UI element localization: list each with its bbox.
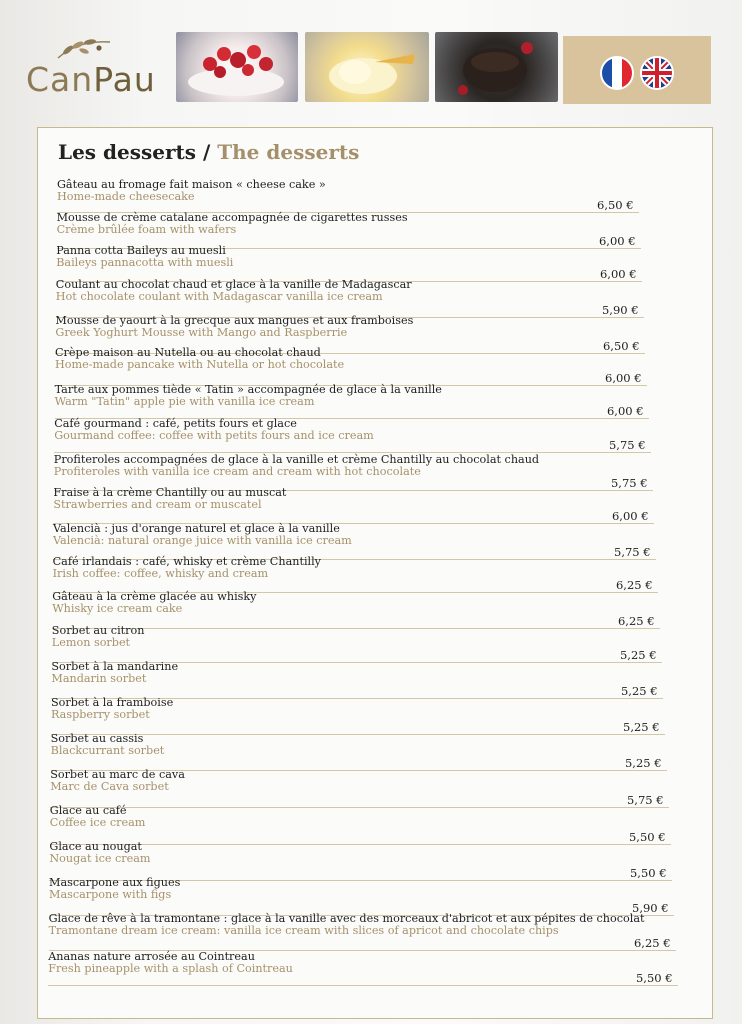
- dessert-name-fr: Gâteau à la crème glacée au whisky: [52, 590, 257, 603]
- dessert-price: 6,00 €: [599, 267, 637, 281]
- dessert-item: [49, 840, 699, 880]
- dessert-price: 6,00 €: [611, 509, 649, 523]
- dessert-price: 6,50 €: [597, 198, 634, 212]
- dessert-item: [48, 912, 699, 950]
- dessert-name-fr: Profiteroles accompagnées de glace à la vanille et crème Chantilly au chocolat chaud: [53, 453, 540, 466]
- dessert-item: [48, 950, 698, 985]
- ice-cream-photo: [305, 32, 429, 102]
- dessert-name-fr: Sorbet au citron: [51, 624, 145, 637]
- dessert-name-en: Valencià: natural orange juice with vanilla ice cream: [53, 534, 352, 547]
- olive-branch-icon: [54, 36, 114, 62]
- dessert-name-fr: Tarte aux pommes tiède « Tatin » accompagnée de glace à la vanille: [54, 383, 442, 396]
- section-title: Les desserts / The desserts: [58, 140, 360, 164]
- dessert-name-en: Marc de Cava sorbet: [50, 780, 169, 793]
- dessert-name-fr: Café gourmand : café, petits fours et glace: [54, 417, 297, 430]
- dessert-name-en: Greek Yoghurt Mousse with Mango and Raspberrie: [55, 326, 348, 339]
- dessert-item: [51, 624, 702, 662]
- dessert-price: 5,90 €: [601, 303, 639, 317]
- dessert-name-fr: Sorbet au cassis: [50, 732, 144, 745]
- dessert-item: [56, 244, 706, 281]
- dessert-name-en: Irish coffee: coffee, whisky and cream: [52, 567, 269, 580]
- french-flag-icon[interactable]: [600, 56, 634, 90]
- dessert-price: 5,25 €: [620, 684, 658, 698]
- dessert-item: [51, 696, 701, 734]
- dessert-name-fr: Glace de rêve à la tramontane : glace à la vanille avec des morceaux d'abricot et aux pépites de chocolat: [48, 912, 645, 925]
- dessert-name-en: Warm "Tatin" apple pie with vanilla ice cream: [54, 395, 315, 408]
- dessert-name-fr: Coulant au chocolat chaud et glace à la vanille de Madagascar: [55, 278, 412, 291]
- desserts-menu: [37, 127, 713, 1019]
- dessert-price: 5,90 €: [632, 901, 669, 915]
- dessert-price: 6,00 €: [598, 234, 636, 248]
- dessert-item: [54, 383, 705, 418]
- dessert-name-en: Crème brûlée foam with wafers: [56, 223, 237, 236]
- dessert-price: 6,50 €: [602, 339, 640, 353]
- dessert-name-fr: Mousse de yaourt à la grecque aux mangues et aux framboises: [55, 314, 414, 327]
- dessert-price: 5,75 €: [626, 793, 664, 807]
- dessert-price: 6,25 €: [615, 578, 653, 592]
- dessert-price: 5,25 €: [624, 756, 662, 770]
- dessert-name-en: Mascarpone with figs: [49, 888, 172, 901]
- dessert-item: [52, 590, 702, 628]
- dessert-price: 5,50 €: [629, 866, 667, 880]
- dessert-item: [57, 178, 707, 212]
- dessert-name-en: Tramontane dream ice cream: vanilla ice cream with slices of apricot and chocolate chips: [48, 924, 559, 937]
- dessert-name-fr: Crèpe maison au Nutella ou au chocolat chaud: [55, 346, 321, 359]
- dessert-name-fr: Glace au nougat: [49, 840, 142, 853]
- dessert-item: [49, 804, 700, 844]
- dessert-name-en: Strawberries and cream or muscatel: [53, 498, 262, 511]
- dessert-price: 5,75 €: [610, 476, 648, 490]
- dessert-name-fr: Glace au café: [49, 804, 127, 817]
- dessert-item: [51, 660, 701, 698]
- dessert-price: 6,00 €: [605, 371, 642, 385]
- dessert-name-fr: Mascarpone aux figues: [49, 876, 181, 889]
- dessert-name-fr: Sorbet à la mandarine: [51, 660, 179, 673]
- dessert-price: 5,50 €: [635, 971, 673, 985]
- dessert-item: [50, 768, 700, 807]
- dessert-item: [49, 876, 699, 915]
- brand-name: CanPau: [26, 60, 156, 99]
- dessert-name-en: Coffee ice cream: [49, 816, 146, 829]
- dessert-name-fr: Panna cotta Baileys au muesli: [56, 244, 226, 257]
- dessert-name-fr: Valencià : jus d'orange naturel et glace à la vanille: [53, 522, 340, 535]
- can-pau-logo: [26, 36, 156, 106]
- dessert-name-en: Hot chocolate coulant with Madagascar vanilla ice cream: [55, 290, 383, 303]
- dessert-name-en: Gourmand coffee: coffee with petits fours and ice cream: [54, 429, 374, 442]
- language-selector: [563, 36, 711, 104]
- dessert-name-en: Fresh pineapple with a splash of Cointreau: [48, 962, 293, 975]
- header: [0, 0, 742, 120]
- dessert-name-en: Baileys pannacotta with muesli: [56, 256, 234, 269]
- dessert-name-en: Whisky ice cream cake: [52, 602, 183, 615]
- dessert-name-fr: Ananas nature arrosée au Cointreau: [48, 950, 255, 963]
- dessert-name-en: Raspberry sorbet: [51, 708, 150, 721]
- dessert-name-en: Blackcurrant sorbet: [50, 744, 165, 757]
- dessert-item: [53, 522, 703, 559]
- dessert-name-fr: Mousse de crème catalane accompagnée de cigarettes russes: [56, 211, 408, 224]
- dessert-price: 6,25 €: [617, 614, 655, 628]
- dessert-name-en: Profiteroles with vanilla ice cream and cream with hot chocolate: [53, 465, 421, 478]
- dessert-price: 6,25 €: [633, 936, 671, 950]
- dessert-item: [55, 278, 706, 317]
- dessert-name-fr: Sorbet à la framboise: [51, 696, 174, 709]
- dessert-item: [53, 453, 704, 490]
- dessert-item: [54, 417, 704, 452]
- dessert-item: [53, 486, 703, 523]
- dessert-item: [56, 211, 707, 248]
- item-divider: [48, 985, 678, 986]
- dessert-name-en: Lemon sorbet: [51, 636, 131, 649]
- dessert-name-en: Home-made pancake with Nutella or hot chocolate: [55, 358, 345, 371]
- dessert-price: 5,25 €: [619, 648, 657, 662]
- dessert-item: [52, 555, 703, 592]
- chocolate-coulant-photo: [435, 32, 558, 102]
- dessert-name-en: Home-made cheesecake: [57, 190, 195, 203]
- dessert-price: 5,75 €: [614, 545, 651, 559]
- dessert-name-en: Nougat ice cream: [49, 852, 151, 865]
- dessert-name-fr: Gâteau au fromage fait maison « cheese cake »: [57, 178, 326, 191]
- dessert-name-fr: Café irlandais : café, whisky et crème Chantilly: [52, 555, 322, 568]
- dessert-name-fr: Sorbet au marc de cava: [50, 768, 185, 781]
- dessert-price: 5,75 €: [608, 438, 646, 452]
- uk-flag-icon[interactable]: [640, 56, 674, 90]
- dessert-price: 6,00 €: [606, 404, 644, 418]
- dessert-item: [50, 732, 701, 770]
- dessert-name-fr: Fraise à la crème Chantilly ou au muscat: [53, 486, 287, 499]
- dessert-name-en: Mandarin sorbet: [51, 672, 147, 685]
- cheesecake-photo: [176, 32, 298, 102]
- dessert-price: 5,50 €: [628, 830, 666, 844]
- dessert-price: 5,25 €: [623, 720, 660, 734]
